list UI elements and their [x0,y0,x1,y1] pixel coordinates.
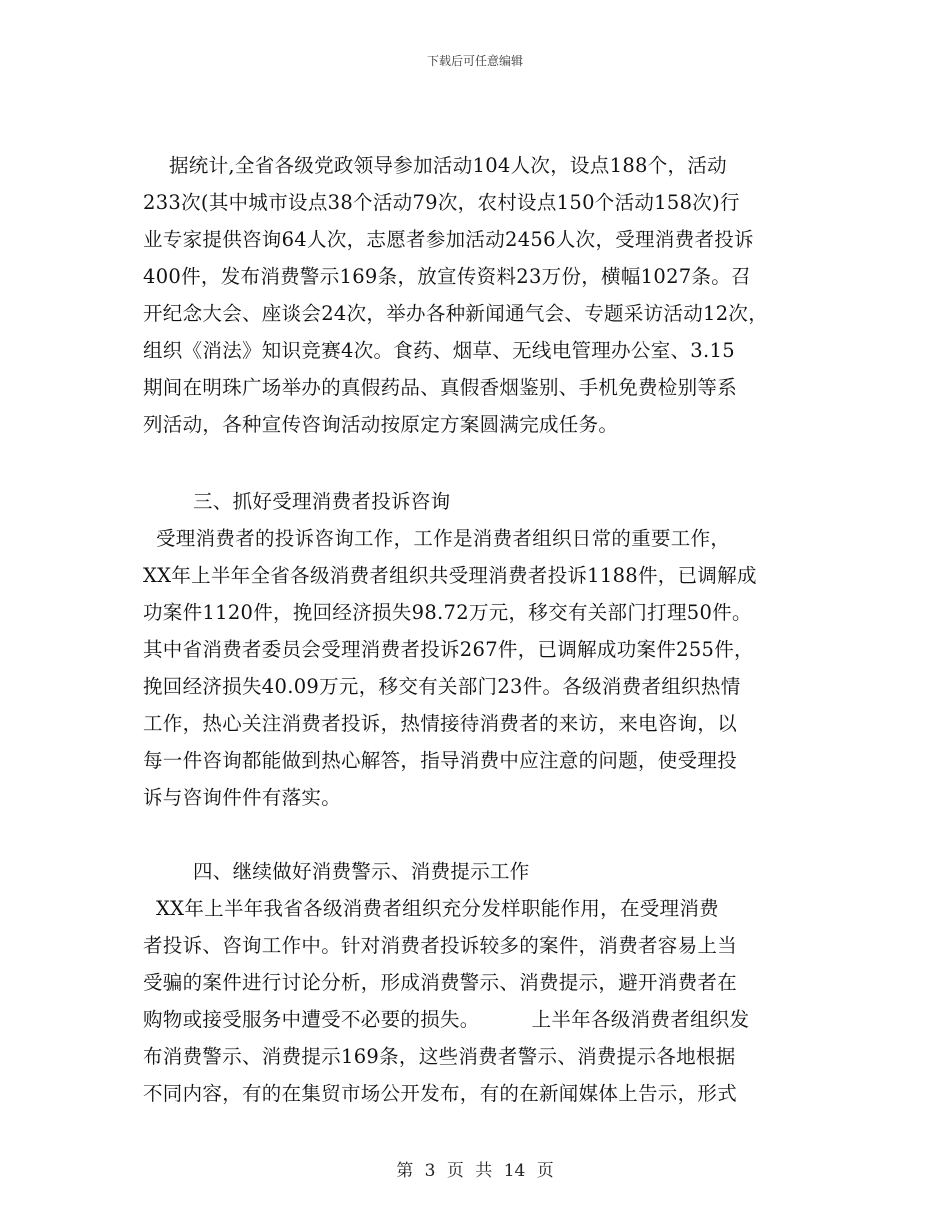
text-line: 不同内容，有的在集贸市场公开发布，有的在新闻媒体上告示，形式 [143,1082,738,1105]
text-line: 功案件1120件，挽回经济损失98.72万元，移交有关部门打理50件。 [143,601,752,624]
section-heading: 四、继续做好消费警示、消费提示工作 [193,860,530,883]
text-line: 布消费警示、消费提示169条，这些消费者警示、消费提示各地根据 [143,1045,736,1068]
text-line: XX年上半年我省各级消费者组织充分发样职能作用，在受理消费 [143,897,719,920]
text-line: 期间在明珠广场举办的真假药品、真假香烟鉴别、手机免费检别等系 [143,376,738,399]
text-line: 据统计,全省各级党政领导参加活动104人次，设点188个，活动 [143,154,727,177]
text-line: 工作，热心关注消费者投诉，热情接待消费者的来访，来电咨询，以 [143,712,738,735]
text-line: 受理消费者的投诉咨询工作，工作是消费者组织日常的重要工作， [143,527,731,550]
text-line: 诉与咨询件件有落实。 [143,786,342,809]
text-line: XX年上半年全省各级消费者组织共受理消费者投诉1188件，已调解成 [143,564,757,587]
text-line: 挽回经济损失40.09万元，移交有关部门23件。各级消费者组织热情 [143,675,741,698]
section-heading: 三、抓好受理消费者投诉咨询 [193,490,451,513]
text-line: 受骗的案件进行讨论分析，形成消费警示、消费提示，避开消费者在 [143,971,738,994]
text-line: 400件，发布消费警示169条，放宣传资料23万份，横幅1027条。召 [143,265,751,288]
page-header: 下载后可任意编辑 [426,54,523,68]
text-line: 每一件咨询都能做到热心解答，指导消费中应注意的问题，使受理投 [143,749,738,772]
text-line: 233次(其中城市设点38个活动79次，农村设点150个活动158次)行 [143,191,740,214]
page-footer: 第 3 页 共 14 页 [396,1161,554,1181]
text-line: 列活动，各种宣传咨询活动按原定方案圆满完成任务。 [143,413,619,436]
text-line: 其中省消费者委员会受理消费者投诉267件，已调解成功案件255件， [143,638,754,661]
text-line: 组织《消法》知识竞赛4次。食药、烟草、无线电管理办公室、3.15 [143,339,735,362]
text-line: 开纪念大会、座谈会24次，举办各种新闻通气会、专题采访活动12次， [143,302,769,325]
text-line: 购物或接受服务中遭受不必要的损失。 上半年各级消费者组织发 [143,1008,750,1031]
text-line: 者投诉、咨询工作中。针对消费者投诉较多的案件，消费者容易上当 [143,934,738,957]
text-line: 业专家提供咨询64人次，志愿者参加活动2456人次，受理消费者投诉 [143,228,754,251]
